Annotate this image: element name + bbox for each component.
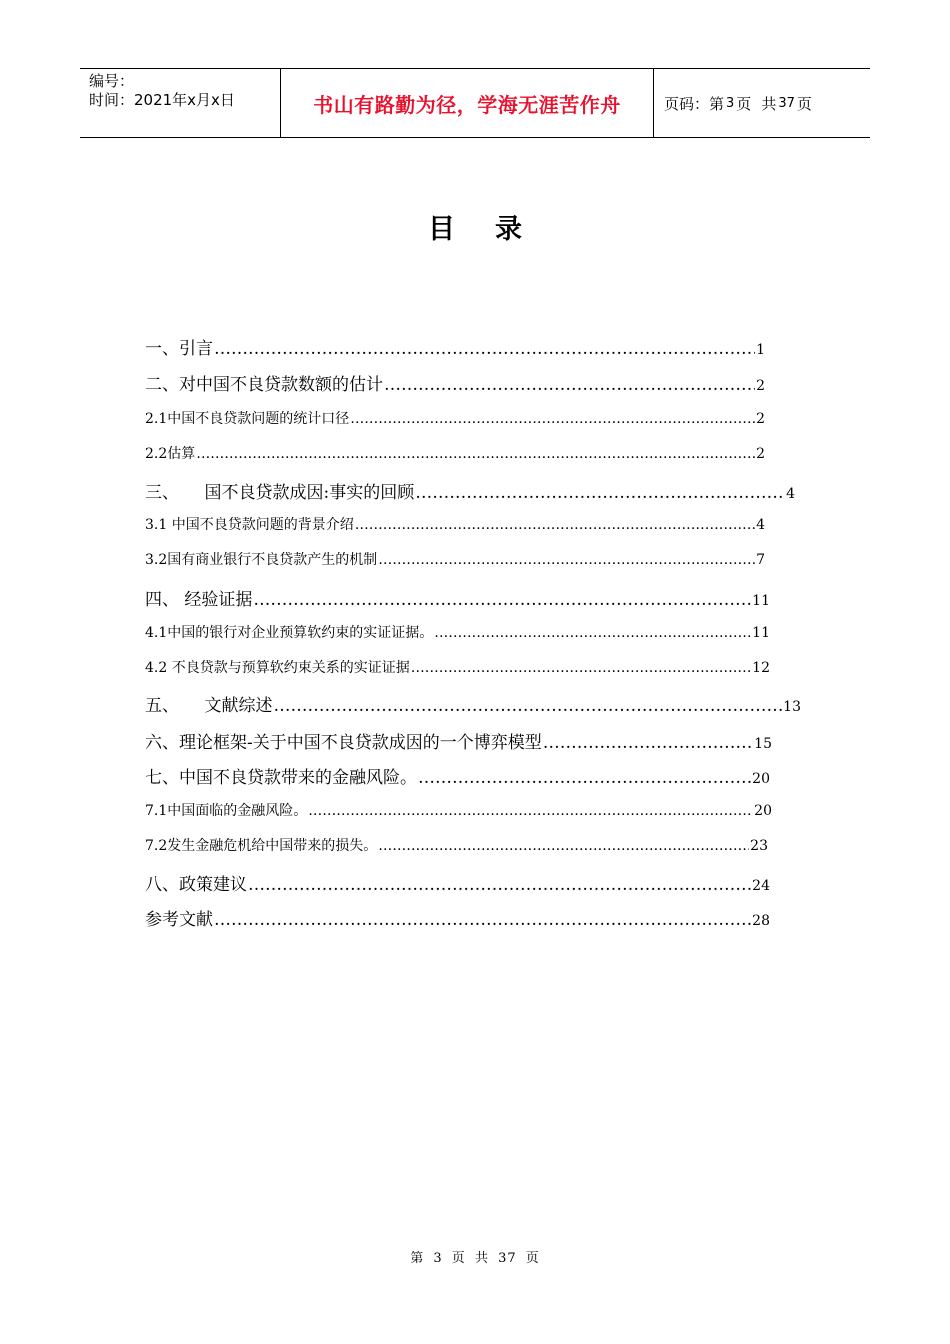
toc-entry[interactable]: 二、对中国不良贷款数额的估计 ………………………………………………………………………………………………………………………………………………………………………………………………………………………… 2 <box>145 370 765 395</box>
header-page-info <box>654 69 870 137</box>
header-table <box>80 68 870 138</box>
toc-entry[interactable]: 四、 经验证据 ………………………………………………………………………………………………………………………………………………………………………………………………………………………… 11 <box>145 585 770 610</box>
toc-entry[interactable]: 三、 国不良贷款成因:事实的回顾 ………………………………………………………………………………………………………………………………………………………………………………………………………………………… 4 <box>145 478 795 503</box>
header-motto: 书山有路勤为径，学海无涯苦作舟 <box>281 69 654 137</box>
toc-entry[interactable]: 2.1中国不良贷款问题的统计口径 ………………………………………………………………………………………………………………………………………………………………………………………………………………………… 2 <box>145 408 765 428</box>
toc-entry[interactable]: 参考文献 ………………………………………………………………………………………………………………………………………………………………………………………………………………………… 28 <box>145 905 770 930</box>
page-footer <box>0 1247 950 1266</box>
toc-entry[interactable]: 2.2估算 ………………………………………………………………………………………………………………………………………………………………………………………………………………………… 2 <box>145 443 765 463</box>
header-page-prefix: 页码：第 <box>664 94 725 113</box>
header-page-total: 37 <box>778 95 795 111</box>
footer-total-unit: 页 <box>525 1251 540 1266</box>
document-number-label: 编号： <box>89 72 135 90</box>
toc-entry[interactable]: 3.2国有商业银行不良贷款产生的机制 ………………………………………………………………………………………………………………………………………………………………………………………………………………………… 7 <box>145 549 765 569</box>
toc-entry[interactable]: 4.2 不良贷款与预算软约束关系的实证证据 ………………………………………………………………………………………………………………………………………………………………………………………………………………………… 12 <box>145 657 770 677</box>
toc-entry[interactable]: 七、中国不良贷款带来的金融风险。 ………………………………………………………………………………………………………………………………………………………………………………………………………………………… 20 <box>145 763 770 788</box>
footer-page-unit: 页 <box>451 1251 466 1266</box>
toc-entry[interactable]: 4.1中国的银行对企业预算软约束的实证证据。 ………………………………………………………………………………………………………………………………………………………………………………………………………………………… 11 <box>145 622 770 642</box>
footer-page-total: 37 <box>498 1251 517 1266</box>
header-meta <box>80 69 281 137</box>
toc-entry[interactable]: 7.2发生金融危机给中国带来的损失。 ………………………………………………………………………………………………………………………………………………………………………………………………………………………… 23 <box>145 835 768 855</box>
header-page-unit: 页 <box>736 94 752 113</box>
toc-entry[interactable]: 五、 文献综述 ………………………………………………………………………………………………………………………………………………………………………………………………………………………… 13 <box>145 691 801 716</box>
header-total-prefix: 共 <box>761 94 777 113</box>
toc-entry[interactable]: 八、政策建议 ………………………………………………………………………………………………………………………………………………………………………………………………………………………… 24 <box>145 870 770 895</box>
footer-total-prefix: 共 <box>474 1251 489 1266</box>
header-total-unit: 页 <box>796 94 812 113</box>
header-page-current: 3 <box>726 95 735 111</box>
footer-page-current: 3 <box>433 1251 443 1266</box>
document-time-label: 时间：2021年x月x日 <box>89 91 235 109</box>
page-title: 目录 <box>428 214 562 245</box>
toc-entry[interactable]: 7.1中国面临的金融风险。 ………………………………………………………………………………………………………………………………………………………………………………………………………………………… 20 <box>145 800 772 820</box>
footer-prefix: 第 <box>410 1251 425 1266</box>
toc-entry[interactable]: 一、引言 ………………………………………………………………………………………………………………………………………………………………………………………………………………………… 1 <box>145 334 765 359</box>
toc-entry[interactable]: 3.1 中国不良贷款问题的背景介绍 ………………………………………………………………………………………………………………………………………………………………………………………………………………………… 4 <box>145 514 765 534</box>
toc-entry[interactable]: 六、理论框架-关于中国不良贷款成因的一个博弈模型 ………………………………………………………………………………………………………………………………………………………………………………………………………………………… 15 <box>145 728 772 753</box>
